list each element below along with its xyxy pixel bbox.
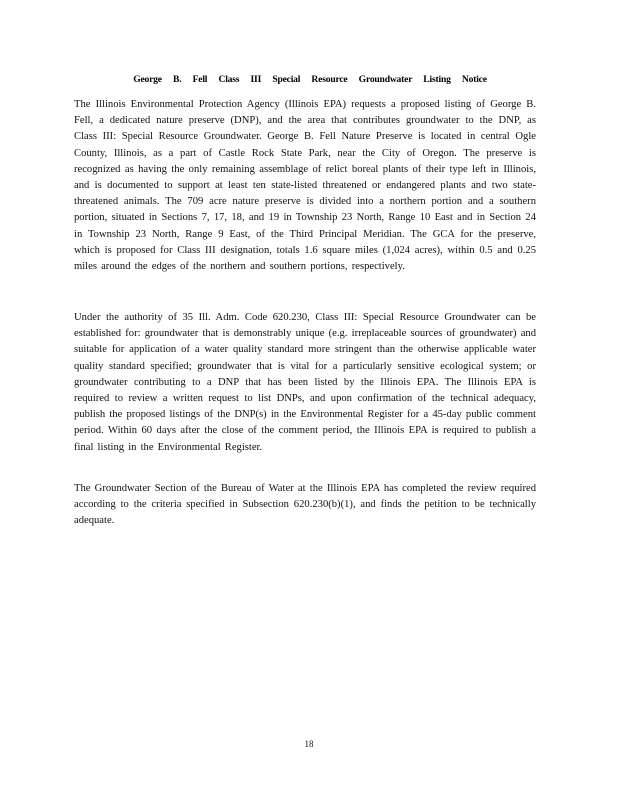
body-paragraph-3: The Groundwater Section of the Bureau of Water at the Illinois EPA has completed the review required according to the criteria specified in Subsection 620.230(b)(1), and finds the petition to be technically adequate. [74, 483, 536, 527]
page-number: 18 [304, 739, 314, 749]
body-paragraph-1: The Illinois Environmental Protection Agency (Illinois EPA) requests a proposed listing of George B. Fell, a dedicated nature preserve (DNP), and the area that contributes groundwater to the DNP, as Class III: Special Resource Groundwater. George B. Fell Nature Preserve is located in central Ogle County, Illinois, as a part of Castle Rock State Park, near the City of Oregon. The preserve is recognized as having the only remaining assemblage of relict boreal plants of their type left in Illinois, and is documented to support at least ten state-listed threatened or endangered plants and two state-threatened animals. The 709 acre nature preserve is divided into a northern portion and a southern portion, situated in Sections 7, 17, 18, and 19 in Township 23 North, Range 10 East and in Section 24 in Township 23 North, Range 9 East, of the Third Principal Meridian. The GCA for the preserve, which is proposed for Class III designation, totals 1.6 square miles (1,024 acres), within 0.5 and 0.25 miles around the edges of the northern and southern portions, respectively. [74, 99, 536, 273]
body-paragraph-2: Under the authority of 35 Ill. Adm. Code 620.230, Class III: Special Resource Groundwater can be established for: groundwater that is demonstrably unique (e.g. irreplaceable sources of groundwater) and suitable for application of a water quality standard more stringent than the otherwise applicable water quality standard specified; groundwater that is vital for a particularly sensitive ecological system; or groundwater contributing to a DNP that has been listed by the Illinois EPA. The Illinois EPA is required to review a written request to list DNPs, and upon confirmation of the technical adequacy, publish the proposed listings of the DNP(s) in the Environmental Register for a 45-day public comment period. Within 60 days after the close of the comment period, the Illinois EPA is required to publish a final listing in the Environmental Register. [74, 312, 536, 453]
document-title: George B. Fell Class III Special Resource Groundwater Listing Notice [133, 74, 487, 85]
